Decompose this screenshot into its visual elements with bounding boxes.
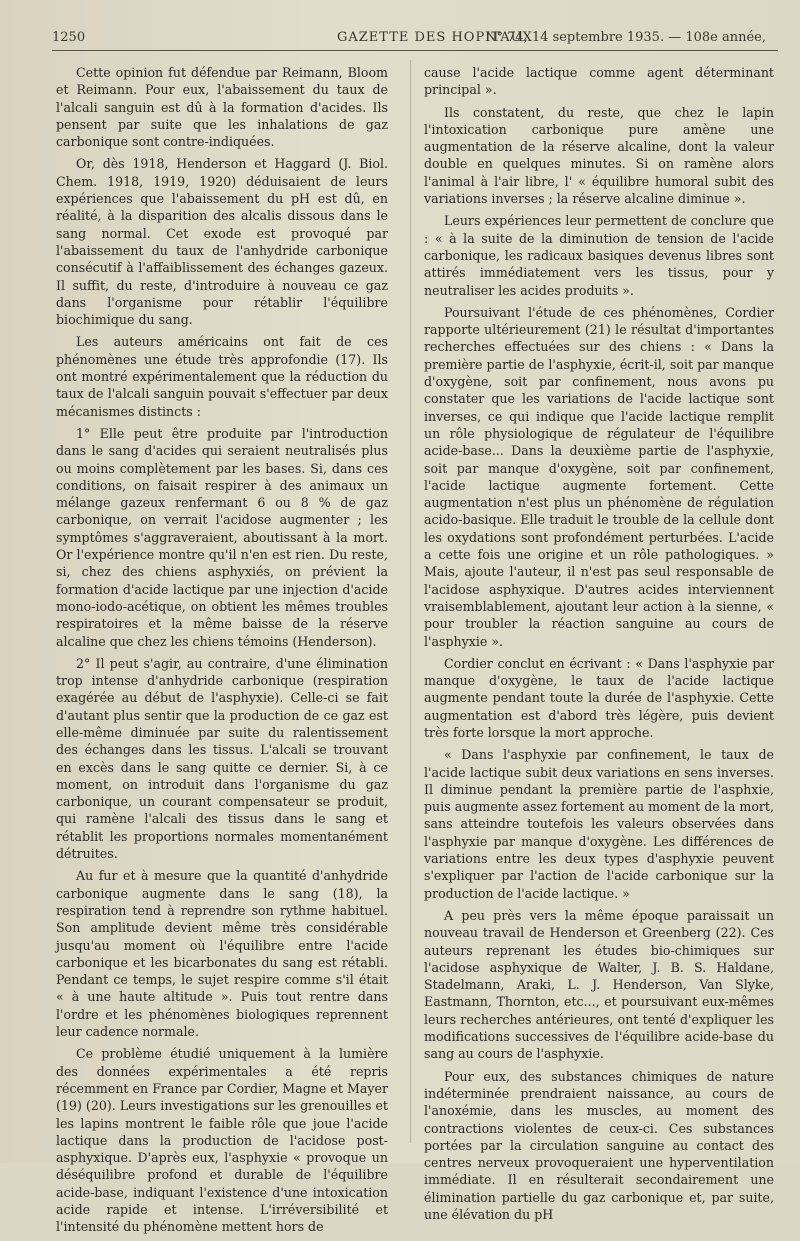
paragraph: Cordier conclut en écrivant : « Dans l'asphyxie par manque d'oxygène, le taux de l'acide lactique augmente pendant toute la durée de l'asphyxie. Cette augmentation est d'abord très légère, puis devient très forte lorsque la mort approche. bbox=[424, 655, 774, 740]
page-number: 1250 bbox=[52, 30, 86, 45]
paragraph: Cette opinion fut défendue par Reimann, Bloom et Reimann. Pour eux, l'abaissement du taux de l'alcali sanguin est dû à la formation d'acides. Ils pensent par suite que les inhalations de gaz carbonique sont contre-indiquées. bbox=[56, 65, 388, 150]
paragraph: Or, dès 1918, Henderson et Haggard (J. Biol. Chem. 1918, 1919, 1920) déduisaient de leurs expériences que l'abaissement du pH est dû, en réalité, à la disparition des alcalis dissous dans le sang normal. Cet exode est provoqué par l'abaissement du taux de l'anhydride carbonique consécutif à l'affaiblissement des échanges gazeux. Il suffit, du reste, d'introduire à nouveau ce gaz dans l'organisme pour rétablir l'équilibre biochimique du sang. bbox=[56, 156, 388, 328]
paragraph: Ce problème étudié uniquement à la lumière des données expérimentales a été repris récemment en France par Cordier, Magne et Mayer (19) (20). Leurs investigations sur les grenouilles et les lapins montrent le faible rôle que joue l'acide lactique dans la production de l'acidose post-asphyxique. D'après eux, l'asphyxie « provoque un déséquilibre profond et durable de l'équilibre acide-base, indiquant l'existence d'une intoxication acide rapide et intense. L'irréversibilité et l'intensité du phénomène mettent hors de bbox=[56, 1046, 388, 1235]
paragraph: A peu près vers la même époque paraissait un nouveau travail de Henderson et Greenberg (22). Ces auteurs reprenant les études bio-chimiques sur l'acidose asphyxique de Walter, J. B. S. Haldane, Stadelmann, Araki, L. J. Henderson, Van Slyke, Eastmann, Thornton, etc..., et poursuivant eux-mêmes leurs recherches antérieures, ont tenté d'expliquer les modifications successives de l'équilibre acide-base du sang au cours de l'asphyxie. bbox=[424, 907, 774, 1062]
paragraph: Leurs expériences leur permettent de conclure que : « à la suite de la diminution de tension de l'acide carbonique, les radicaux basiques devenus libres sont attirés immédiatement vers les tissus, pour y neutraliser les acides produits ». bbox=[424, 213, 774, 298]
issue-info: N° 74, 14 septembre 1935. — 108e année, bbox=[485, 30, 766, 45]
paragraph: Les auteurs américains ont fait de ces phénomènes une étude très approfondie (17). Ils ont montré expérimentalement que la réduction du taux de l'alcali sanguin pouvait s'effectuer par deux mécanismes distincts : bbox=[56, 334, 388, 419]
journal-title: GAZETTE DES HOPITAUX bbox=[337, 30, 533, 45]
paragraph: Poursuivant l'étude de ces phénomènes, Cordier rapporte ultérieurement (21) le résultat d'importantes recherches effectuées sur des chiens : « Dans la première partie de l'asphyxie, écrit-il, soit par manque d'oxygène, soit par confinement, nous avons pu constater que les variations de l'acide lactique sont inverses, ce qui indique que l'acide lactique remplit un rôle physiologique de régulateur de l'équilibre acide-base... Dans la deuxième partie de l'asphyxie, soit par manque d'oxygène, soit par confinement, l'acide lactique augmente fortement. Cette augmentation n'est plus un phénomène de régulation acido-basique. Elle traduit le trouble de la cellule dont les oxydations sont profondément perturbées. L'acide a cette fois une origine et un rôle pathologiques. » Mais, ajoute l'auteur, il n'est pas seul responsable de l'acidose asphyxique. D'autres acides interviennent vraisemblablement, ajoutant leur action à la sienne, « pour troubler la réaction sanguine au cours de l'asphyxie ». bbox=[424, 304, 774, 649]
paragraph: Ils constatent, du reste, que chez le lapin l'intoxication carbonique pure amène une augmentation de la réserve alcaline, dont la valeur double en quelques minutes. Si on ramène alors l'animal à l'air libre, l' « équilibre humoral subit des variations inverses ; la réserve alcaline diminue ». bbox=[424, 104, 774, 207]
paragraph: cause l'acide lactique comme agent déterminant principal ». bbox=[424, 65, 774, 98]
paragraph: Pour eux, des substances chimiques de nature indéterminée prendraient naissance, au cours de l'anoxémie, dans les muscles, au moment des contractions violentes de ceux-ci. Ces substances portées par la circulation sanguine au contact des centres nerveux provoqueraient une hyperventilation immédiate. Il en résulterait secondairement une élimination partielle du gaz carbonique et, par suite, une élévation du pH bbox=[424, 1068, 774, 1222]
paragraph: Au fur et à mesure que la quantité d'anhydride carbonique augmente dans le sang (18), la respiration tend à reprendre son rythme habituel. Son amplitude devient même très considérable jusqu'au moment où l'équilibre entre l'acide carbonique et les bicarbonates du sang est rétabli. Pendant ce temps, le sujet respire comme s'il était « à une haute altitude ». Puis tout rentre dans l'ordre et les phénomènes biologiques reprennent leur cadence normale. bbox=[56, 868, 388, 1040]
page-header bbox=[52, 22, 772, 45]
column-divider bbox=[410, 60, 411, 1143]
header-rule bbox=[52, 50, 778, 51]
paragraph: « Dans l'asphyxie par confinement, le taux de l'acide lactique subit deux variations en sens inverses. Il diminue pendant la première partie de l'asphxie, puis augmente assez fortement au moment de la mort, sans atteindre toutefois les valeurs observées dans l'asphyxie par manque d'oxygène. Les différences de variations entre les deux types d'asphyxie peuvent s'expliquer par l'action de l'acide carbonique sur la production de l'acide lactique. » bbox=[424, 747, 774, 901]
paragraph: 2° Il peut s'agir, au contraire, d'une élimination trop intense d'anhydride carbonique (respiration exagérée au début de l'asphyxie). Celle-ci se fait d'autant plus sentir que la production de ce gaz est elle-même diminuée par suite du ralentissement des échanges dans les tissus. L'alcali se trouvant en excès dans le sang quitte ce dernier. Si, à ce moment, on introduit dans l'organisme du gaz carbonique, un courant compensateur se produit, qui ramène l'alcali des tissus dans le sang et rétablit les proportions normales momentanément détruites. bbox=[56, 655, 388, 862]
right-column bbox=[424, 64, 774, 1228]
left-column bbox=[56, 64, 388, 1241]
paragraph: 1° Elle peut être produite par l'introduction dans le sang d'acides qui seraient neutralisés plus ou moins complètement par les bases. Si, dans ces conditions, on faisait respirer à des animaux un mélange gazeux renfermant 6 ou 8 % de gaz carbonique, on verrait l'acidose augmenter ; les symptômes s'aggraveraient, aboutissant à la mort. Or l'expérience montre qu'il n'en est rien. Du reste, si, chez des chiens asphyxiés, on prévient la formation d'acide lactique par une injection d'acide mono-iodo-acétique, on obtient les mêmes troubles respiratoires et la même baisse de la réserve alcaline que chez les chiens témoins (Henderson). bbox=[56, 425, 388, 649]
